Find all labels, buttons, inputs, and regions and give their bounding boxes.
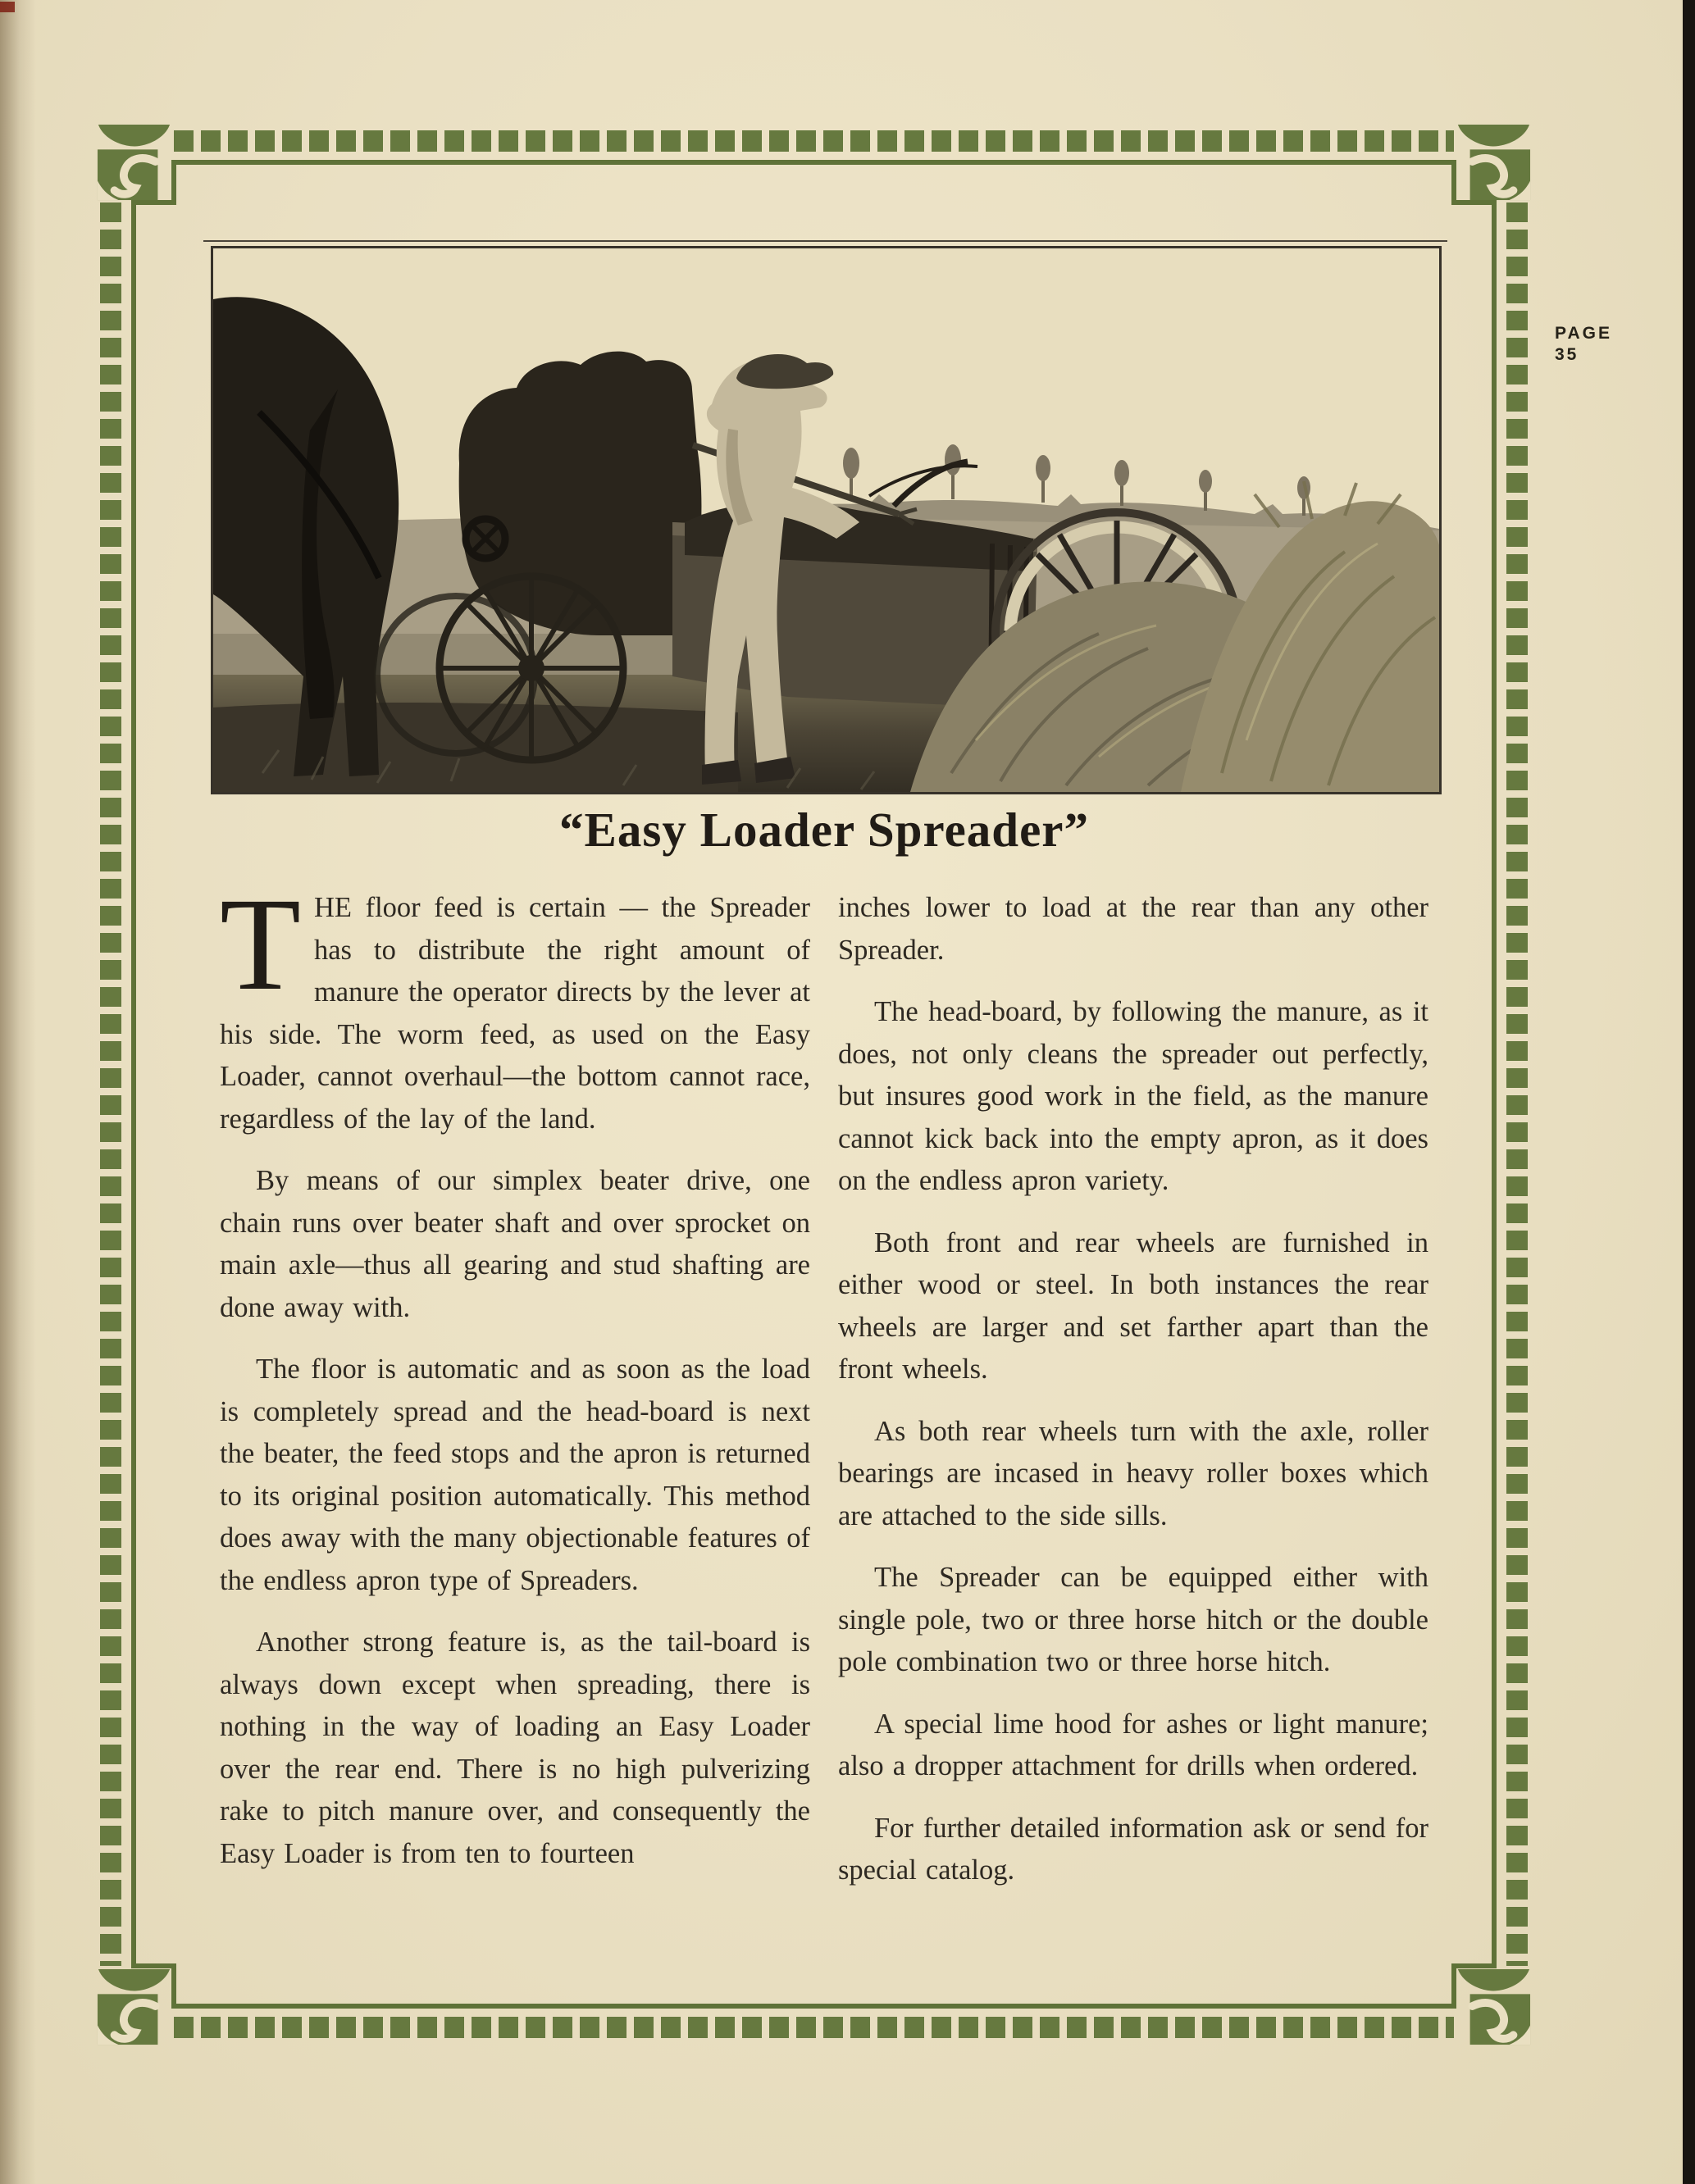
corner-ornament-icon: [1455, 1969, 1532, 2046]
corner-mark: [0, 2, 15, 12]
right-column: [838, 887, 1428, 1912]
corner-ornament-icon: [96, 125, 173, 202]
corner-ornament-icon: [1455, 125, 1532, 202]
page-title: “Easy Loader Spreader”: [559, 803, 1089, 857]
article-body: [220, 871, 1428, 1912]
page-number: [1555, 323, 1612, 366]
drop-cap: T: [220, 871, 301, 1018]
paragraph: THE floor feed is certain — the Spreader has to distribute the right amount of manure the operator directs by the lever at his side. The worm feed, as used on the Easy Loader, cannot overhaul—the bottom cannot race, regardless of the lay of the land.: [220, 871, 810, 1135]
page-number-label: PAGE: [1555, 324, 1612, 343]
spreader-photo: [211, 246, 1442, 794]
paragraph: The head-board, by following the manure, as it does, not only cleans the spreader out perfectly, but insures good work in the field, as the manure cannot kick back into the empty apron, as it does on the endless apron variety.: [838, 996, 1428, 1196]
corner-ornament-icon: [96, 1969, 173, 2046]
paragraph: A special lime hood for ashes or light manure; also a dropper attachment for drills when ordered.: [838, 1708, 1428, 1781]
paragraph: Both front and rear wheels are furnished in either wood or steel. In both instances the rear wheels are larger and set farther apart than the front wheels.: [838, 1226, 1428, 1385]
left-column: [220, 871, 810, 1912]
scan-edge-strip: [1683, 0, 1695, 2184]
page-number-value: 35: [1555, 345, 1579, 364]
paragraph: For further detailed information ask or send for special catalog.: [838, 1812, 1428, 1886]
paragraph: inches lower to load at the rear than any other Spreader.: [838, 892, 1428, 966]
paragraph: As both rear wheels turn with the axle, roller bearings are incased in heavy roller boxes which are attached to the side sills.: [838, 1415, 1428, 1531]
paragraph: Another strong feature is, as the tail-board is always down except when spreading, there is nothing in the way of loading an Easy Loader over the rear end. There is no high pulverizing rake to pitch manure over, and consequently the Easy Loader is from ten to fourteen: [220, 1627, 810, 1869]
paragraph: The floor is automatic and as soon as the load is completely spread and the head-board is next the beater, the feed stops and the apron is returned to its original position automatically. This method does away with the many objectionable features of the endless apron type of Spreaders.: [220, 1354, 810, 1596]
page-gutter-shadow: [0, 0, 36, 2184]
paragraph: By means of our simplex beater drive, one chain runs over beater shaft and over sprocket on main axle—thus all gearing and stud shafting are done away with.: [220, 1165, 810, 1323]
paragraph: The Spreader can be equipped either with single pole, two or three horse hitch or the double pole combination two or three horse hitch.: [838, 1562, 1428, 1677]
